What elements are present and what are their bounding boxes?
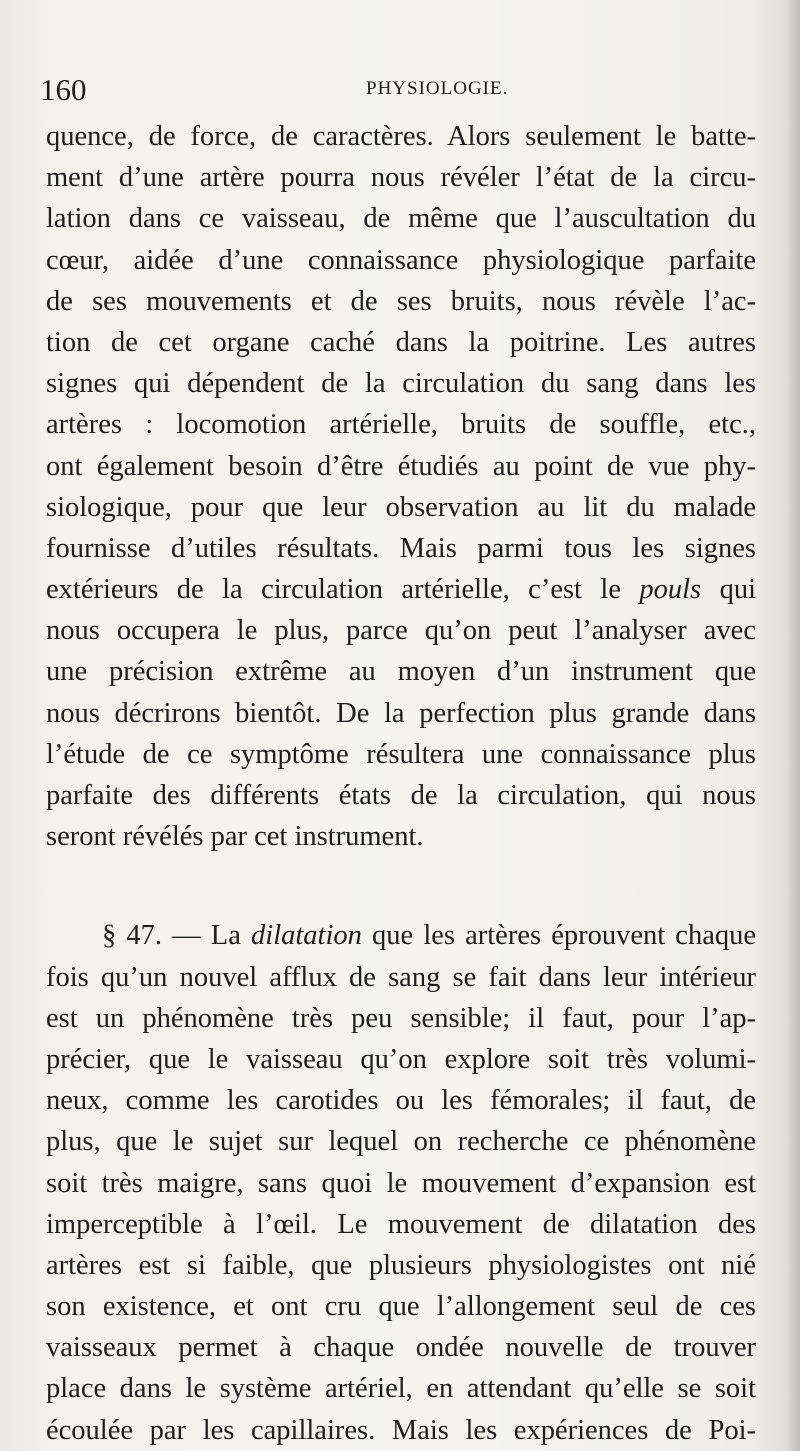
running-head: PHYSIOLOGIE. (366, 78, 509, 99)
italic-term-dilatation: dilatation (251, 920, 362, 952)
text-line: ont également besoin d’être étudiés au point de vue phy- (46, 450, 756, 482)
text-line: nous décrirons bientôt. De la perfection plus grande dans (46, 697, 756, 729)
text-line: soit très maigre, sans quoi le mouvement d’expansion est (46, 1167, 756, 1199)
text-line: lation dans ce vaisseau, de même que l’auscultation du (46, 203, 756, 235)
text-segment: que les artères éprouvent chaque (361, 920, 757, 952)
page-header (40, 68, 760, 108)
text-line: cœur, aidée d’une connaissance physiologique parfaite (46, 244, 756, 276)
text-line: fournisse d’utiles résultats. Mais parmi tous les signes (46, 532, 756, 564)
text-line: plus, que le sujet sur lequel on recherche ce phénomène (46, 1126, 756, 1158)
page-number: 160 (40, 72, 87, 107)
text-segment: qui (701, 574, 756, 606)
italic-term-pouls: pouls (639, 574, 702, 606)
text-line: quence, de force, de caractères. Alors seulement le batte- (46, 121, 756, 152)
text-line: siologique, pour que leur observation au lit du malade (46, 491, 756, 523)
text-line: écoulée par les capillaires. Mais les expériences de Poi- (46, 1414, 756, 1446)
text-line: tion de cet organe caché dans la poitrine. Les autres (46, 326, 756, 358)
text-line: précier, que le vaisseau qu’on explore soit très volumi- (46, 1043, 756, 1075)
text-line: son existence, et ont cru que l’allongement seul de ces (46, 1291, 756, 1323)
section-marker: § 47. — La (102, 920, 252, 952)
text-line-pouls (46, 569, 756, 610)
paragraph-gap (46, 857, 756, 915)
text-line: fois qu’un nouvel afflux de sang se fait dans leur intérieur (46, 961, 756, 993)
text-line: artères est si faible, que plusieurs physiologistes ont nié (46, 1249, 756, 1281)
text-line: vaisseaux permet à chaque ondée nouvelle de trouver (46, 1332, 756, 1364)
body-text (46, 116, 756, 1451)
text-line: parfaite des différents états de la circulation, qui nous (46, 780, 756, 811)
paragraph-continuation (46, 116, 756, 857)
text-line: est un phénomène très peu sensible; il faut, pour l’ap- (46, 1002, 756, 1034)
text-line: seront révélés par cet instrument. (46, 821, 424, 853)
text-line: place dans le système artériel, en attendant qu’elle se soit (46, 1373, 756, 1405)
section-heading-line (46, 915, 756, 956)
text-segment: extérieurs de la circulation artérielle, c’est le (46, 574, 640, 606)
text-line: une précision extrême au moyen d’un instrument que (46, 656, 756, 688)
text-line: l’étude de ce symptôme résultera une connaissance plus (46, 738, 756, 770)
page-edge-shadow (786, 0, 800, 1451)
text-line: ment d’une artère pourra nous révéler l’état de la circu- (46, 162, 756, 194)
text-line: de ses mouvements et de ses bruits, nous révèle l’ac- (46, 285, 756, 317)
text-line: neux, comme les carotides ou les fémorales; il faut, de (46, 1085, 756, 1117)
text-line: artères : locomotion artérielle, bruits de souffle, etc., (46, 409, 756, 441)
paragraph-section-47 (46, 915, 756, 1450)
text-line: imperceptible à l’œil. Le mouvement de dilatation des (46, 1208, 756, 1240)
text-line: signes qui dépendent de la circulation du sang dans les (46, 368, 756, 400)
text-line: nous occupera le plus, parce qu’on peut l’analyser avec (46, 615, 756, 647)
